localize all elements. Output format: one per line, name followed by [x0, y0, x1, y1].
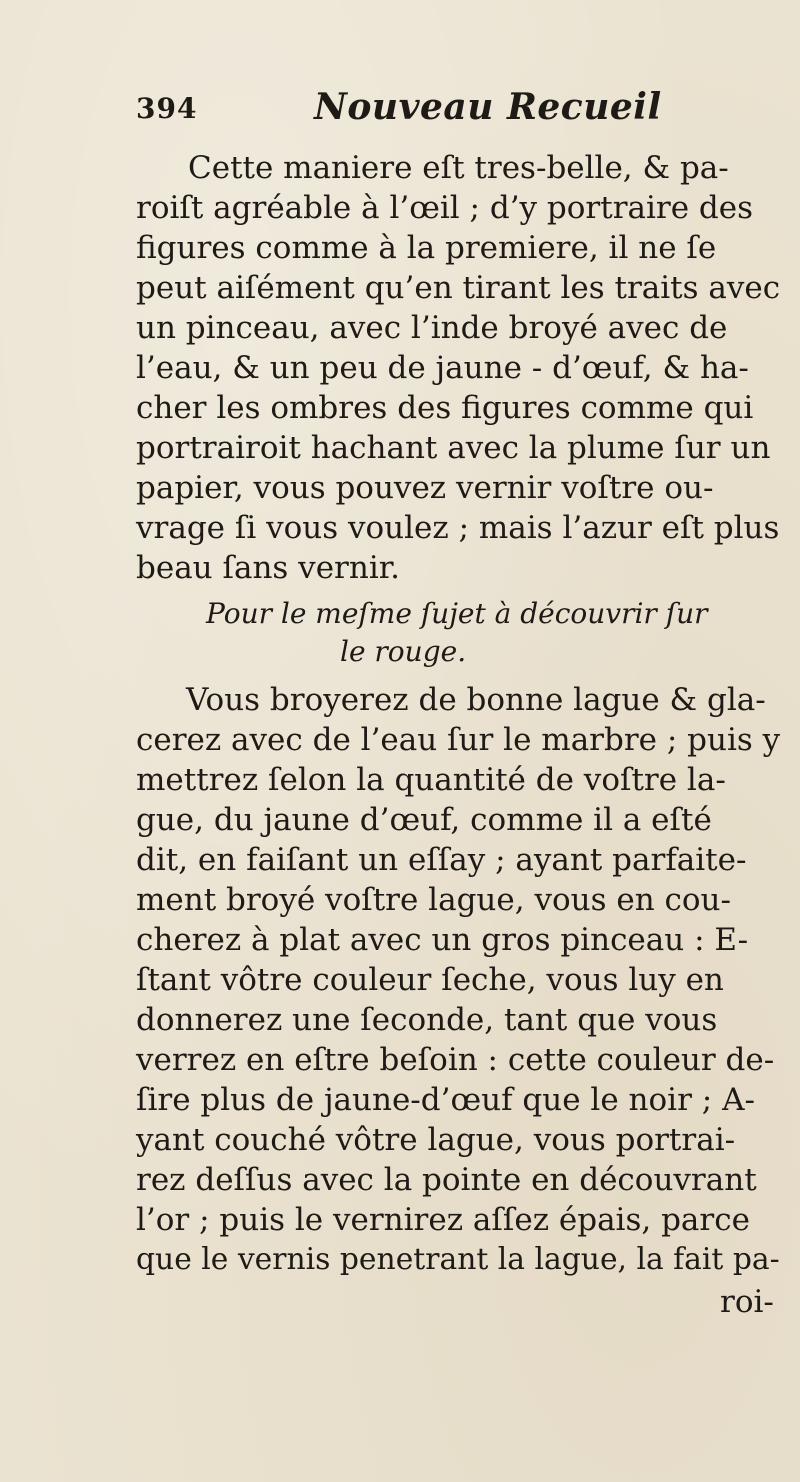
paragraph-2-line: mettrez ſelon la quantité de voſtre la- — [136, 762, 726, 798]
paragraph-1-line: Cette maniere eſt tres-belle, & pa- — [188, 150, 729, 186]
section-title-line: le rouge. — [340, 635, 467, 668]
paragraph-2-line: ſtant vôtre couleur ſeche, vous luy en — [136, 962, 724, 998]
paragraph-2-line: gue, du jaune d’œuf, comme il a eſté — [136, 802, 712, 838]
paragraph-1-line: portrairoit hachant avec la plume ſur un — [136, 430, 771, 466]
paragraph-2-line: l’or ; puis le vernirez aſſez épais, parce — [136, 1202, 750, 1238]
paragraph-1-line: beau ſans vernir. — [136, 550, 400, 586]
paragraph-2-line: verrez en eſtre beſoin : cette couleur de- — [136, 1042, 775, 1078]
running-title: Nouveau Recueil — [314, 86, 662, 128]
paragraph-1-line: vrage ſi vous voulez ; mais l’azur eſt plus — [136, 510, 780, 546]
paragraph-2-line: ment broyé voſtre lague, vous en cou- — [136, 882, 731, 918]
paragraph-1-line: l’eau, & un peu de jaune - d’œuf, & ha- — [136, 350, 749, 386]
paragraph-1-line: cher les ombres des figures comme qui — [136, 390, 754, 426]
page-number: 394 — [136, 92, 198, 125]
paragraph-1-line: un pinceau, avec l’inde broyé avec de — [136, 310, 728, 346]
paragraph-1-line: roiſt agréable à l’œil ; d’y portraire des — [136, 190, 754, 226]
paragraph-1-line: figures comme à la premiere, il ne ſe — [136, 230, 717, 266]
paragraph-2-line: que le vernis penetrant la lague, la fait pa- — [136, 1242, 780, 1277]
paragraph-2-line: dit, en faiſant un eſſay ; ayant parfaite- — [136, 842, 747, 878]
catchword: roi- — [720, 1284, 774, 1320]
section-title-line: Pour le meſme ſujet à découvrir ſur — [206, 597, 708, 630]
paragraph-2-line: cherez à plat avec un gros pinceau : E- — [136, 922, 749, 958]
paragraph-2-line: Vous broyerez de bonne lague & gla- — [186, 682, 766, 718]
paragraph-2-line: rez deſſus avec la pointe en découvrant — [136, 1162, 757, 1198]
paragraph-1-line: peut aiſément qu’en tirant les traits avec — [136, 270, 781, 306]
paragraph-1-line: papier, vous pouvez vernir voſtre ou- — [136, 470, 714, 506]
paragraph-2-line: donnerez une ſeconde, tant que vous — [136, 1002, 718, 1038]
paragraph-2-line: cerez avec de l’eau ſur le marbre ; puis y — [136, 722, 781, 758]
paragraph-2-line: yant couché vôtre lague, vous portrai- — [136, 1122, 736, 1158]
paragraph-2-line: ſire plus de jaune-d’œuf que le noir ; A- — [136, 1082, 755, 1118]
page-header — [136, 86, 756, 138]
